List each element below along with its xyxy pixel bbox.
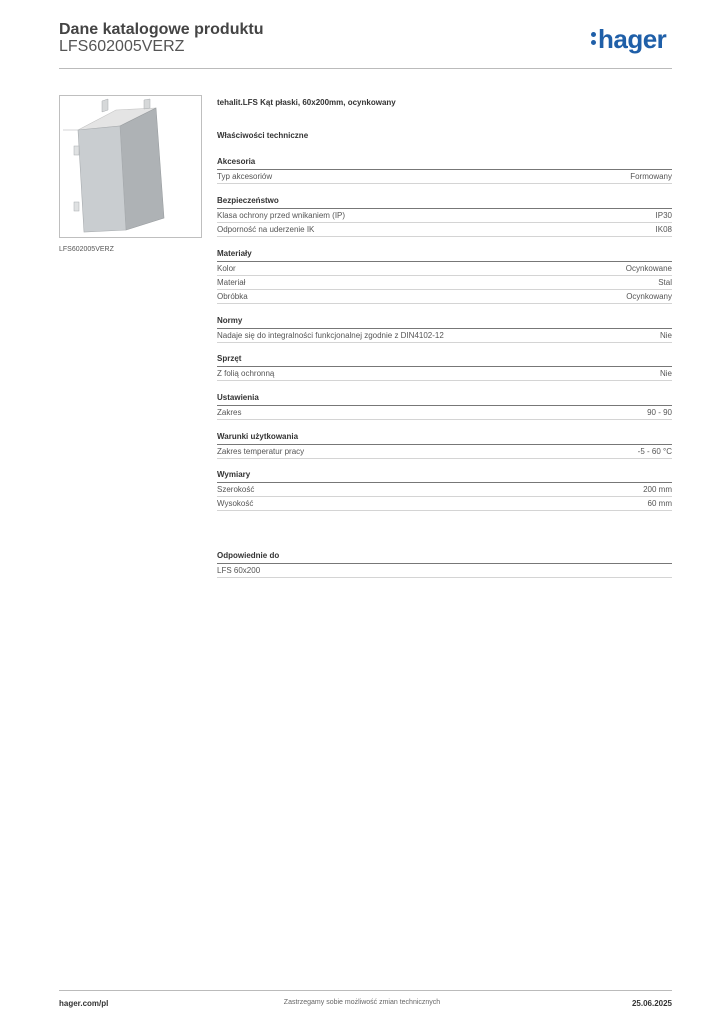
hager-logo[interactable] [591,26,666,52]
spec-label: Klasa ochrony przed wnikaniem (IP) [217,211,346,220]
spec-value: Formowany [630,172,672,181]
page-title: Dane katalogowe produktu [59,21,264,38]
spec-value: Stal [658,278,672,287]
section-title: Ustawienia [217,393,672,406]
spec-row [217,290,672,304]
section-normy [217,316,672,343]
spec-value: Ocynkowane [625,264,672,273]
footer-divider [59,990,672,991]
section-ustawienia [217,393,672,420]
section-materialy [217,249,672,304]
spec-value: 200 mm [643,485,672,494]
footer-date: 25.06.2025 [631,999,672,1008]
spec-label: Materiał [217,278,246,287]
footer-disclaimer: Zastrzegamy sobie możliwość zmian technicznych [283,999,441,1006]
product-code-subtitle: LFS602005VERZ [59,38,185,55]
section-title: Bezpieczeństwo [217,196,672,209]
spec-label: Typ akcesoriów [217,172,273,181]
section-sprzet [217,354,672,381]
header-divider [59,68,672,69]
spec-label: Z folią ochronną [217,369,275,378]
logo-dots-icon [591,26,596,48]
spec-value: 90 - 90 [647,408,672,417]
spec-value: Ocynkowany [626,292,672,301]
spec-value: 60 mm [647,499,672,508]
spec-label: Odporność na uderzenie IK [217,225,315,234]
section-title: Normy [217,316,672,329]
spec-label: Nadaje się do integralności funkcjonalnej zgodnie z DIN4102-12 [217,331,444,340]
section-warunki-uzytkowania [217,432,672,459]
spec-label: Szerokość [217,485,255,494]
section-wymiary [217,470,672,511]
spec-value: Nie [659,369,672,378]
section-title: Sprzęt [217,354,672,367]
image-caption: LFS602005VERZ [59,246,114,253]
spec-row [217,564,672,578]
spec-value: -5 - 60 °C [637,447,672,456]
spec-label: Kolor [217,264,236,273]
spec-row [217,170,672,184]
spec-label: Wysokość [217,499,254,508]
logo-text: hager [598,24,667,54]
product-description: tehalit.LFS Kąt płaski, 60x200mm, ocynkowany [217,98,396,107]
spec-row [217,406,672,420]
section-odpowiednie-do [217,551,672,578]
spec-label: Zakres temperatur pracy [217,447,305,456]
spec-label: Zakres [217,408,242,417]
properties-heading: Właściwości techniczne [217,131,309,140]
spec-row [217,367,672,381]
spec-label: LFS 60x200 [217,566,261,575]
spec-label: Obróbka [217,292,248,301]
section-title: Akcesoria [217,157,672,170]
spec-row [217,445,672,459]
section-title: Warunki użytkowania [217,432,672,445]
spec-row [217,276,672,290]
section-title: Wymiary [217,470,672,483]
footer-website-link[interactable]: hager.com/pl [59,999,109,1008]
spec-value: IP30 [655,211,672,220]
spec-row [217,329,672,343]
spec-value: Nie [659,331,672,340]
spec-value: IK08 [655,225,672,234]
section-title: Materiały [217,249,672,262]
spec-row [217,262,672,276]
corner-duct-icon [60,96,201,237]
section-title: Odpowiednie do [217,551,672,564]
spec-row [217,483,672,497]
spec-row [217,209,672,223]
product-image [59,95,202,238]
section-bezpieczenstwo [217,196,672,237]
section-akcesoria [217,157,672,184]
spec-row [217,223,672,237]
spec-row [217,497,672,511]
